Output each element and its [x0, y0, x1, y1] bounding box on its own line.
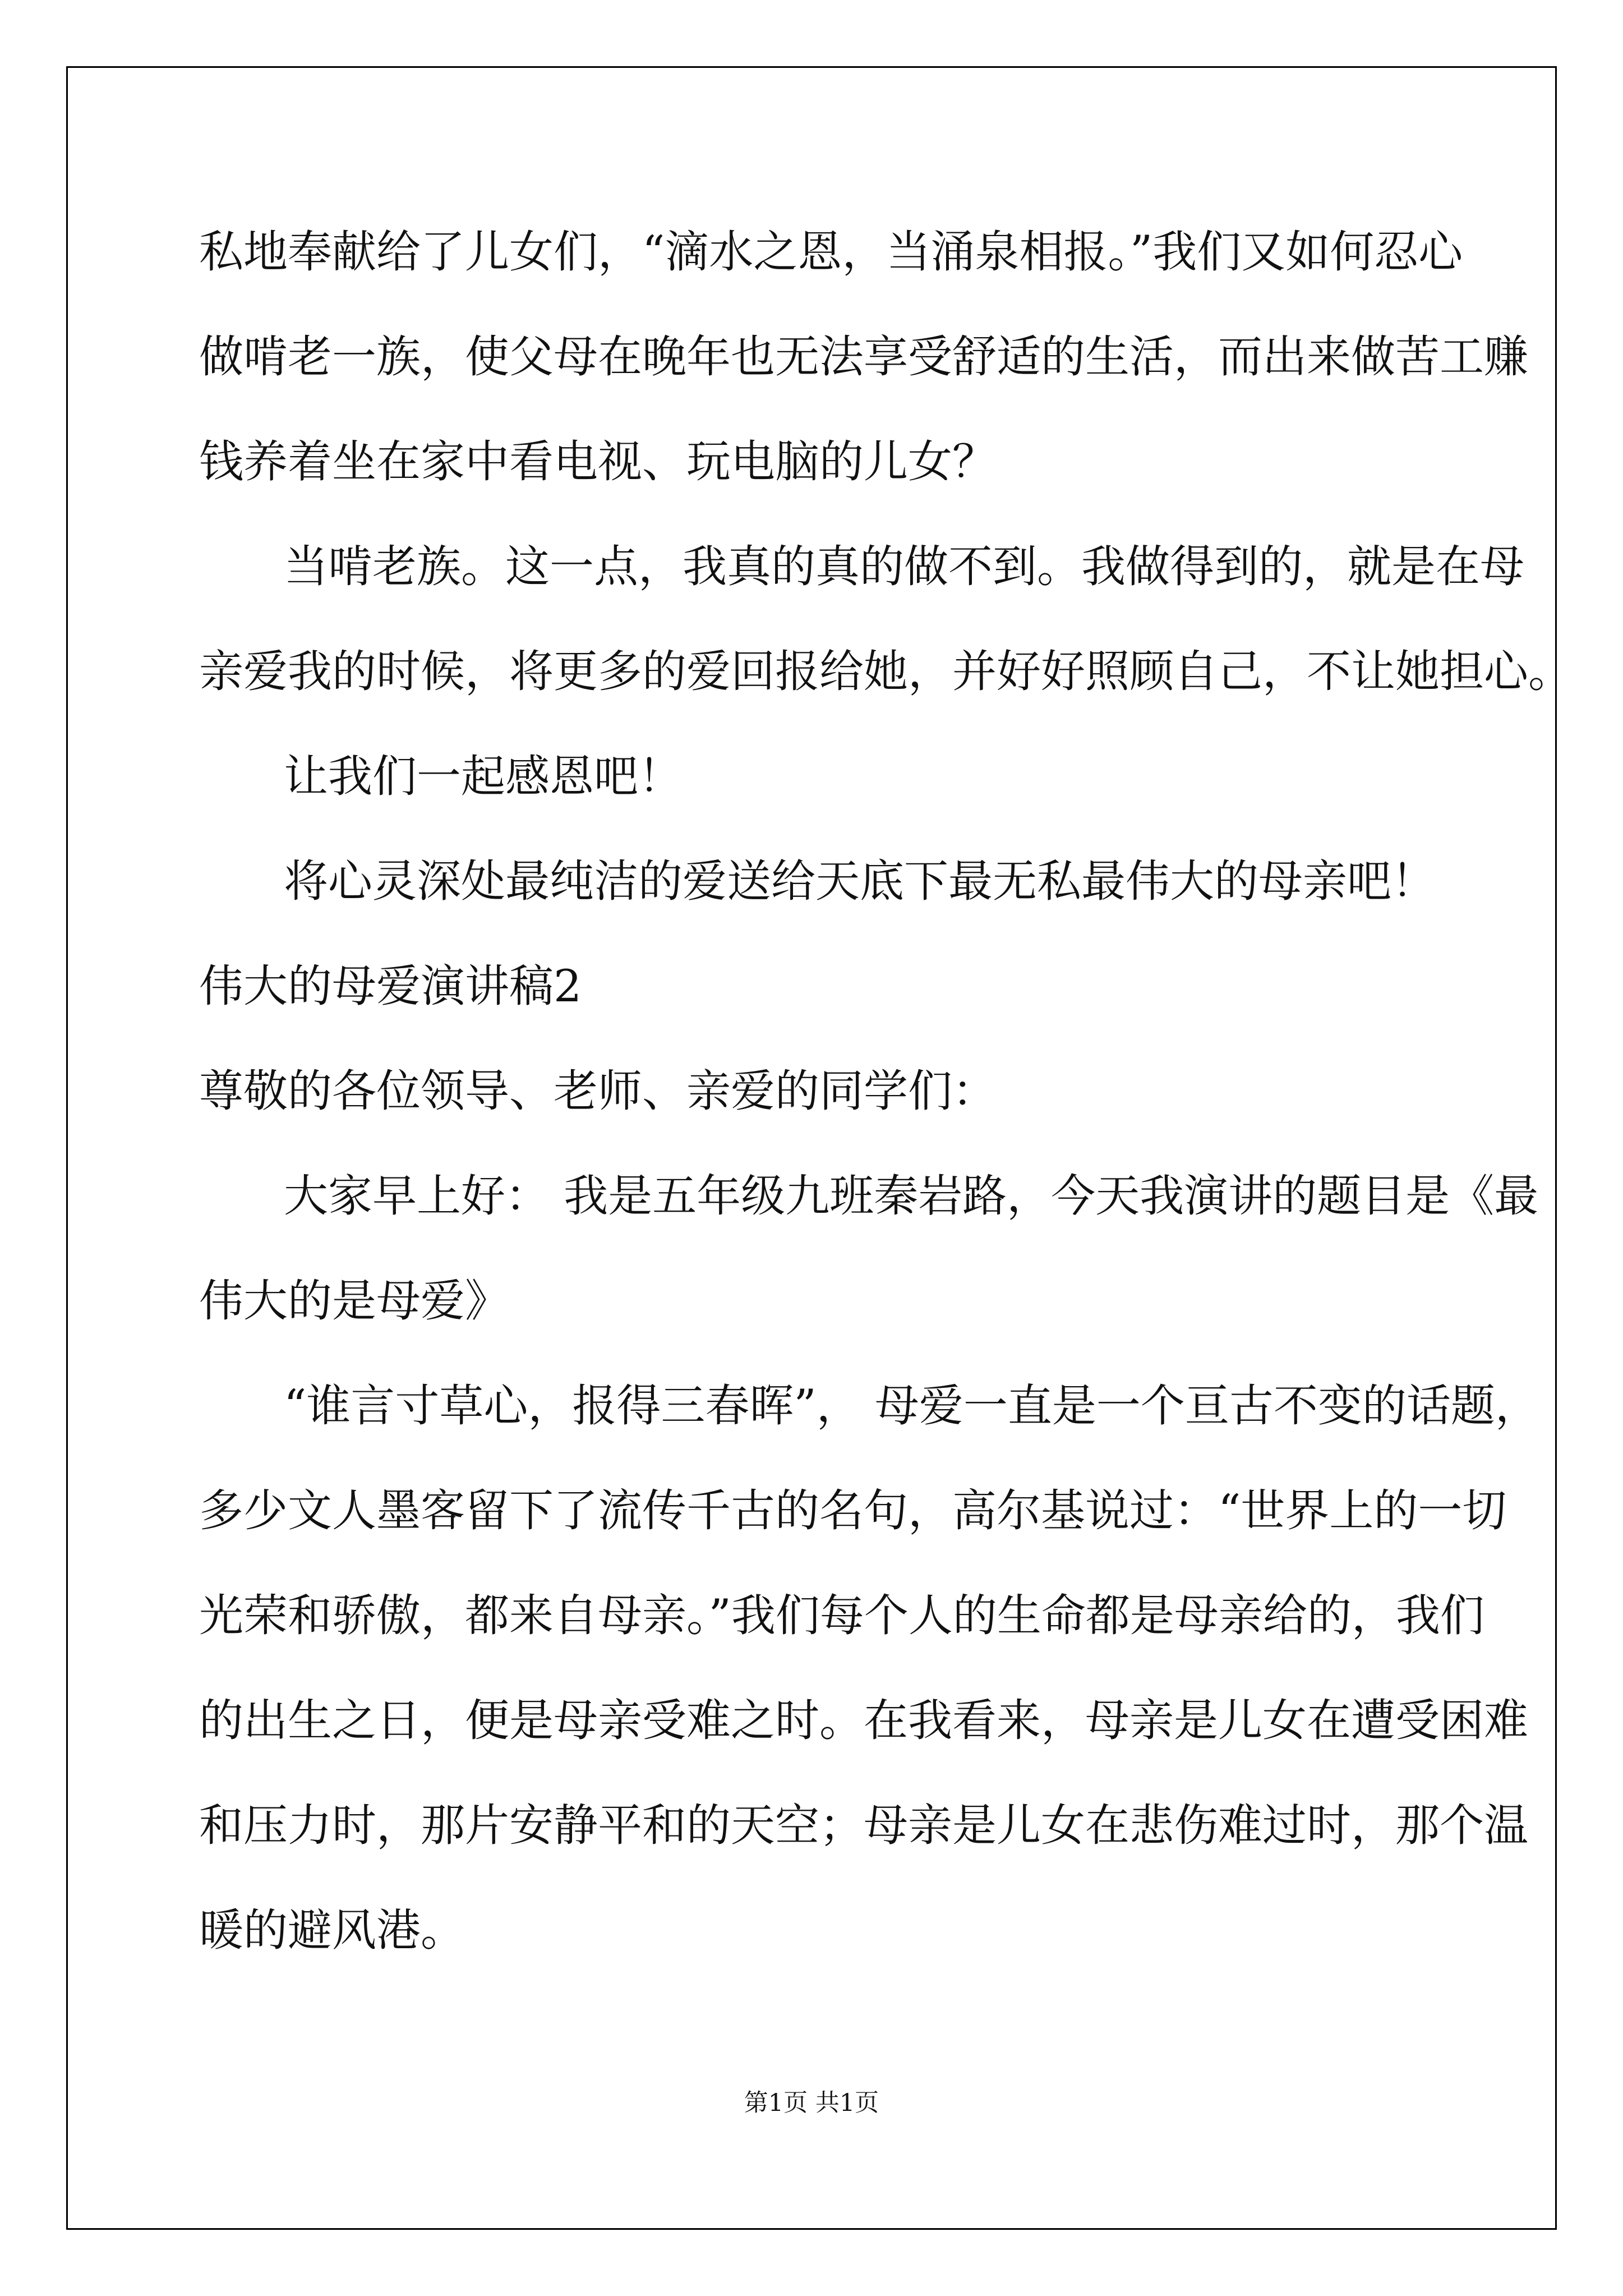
page-number-footer: 第1页 共1页: [744, 2089, 879, 2117]
section-heading: 伟大的母爱演讲稿2: [199, 960, 582, 1012]
text-line: “谁言寸草心，报得三春晖”， 母爱一直是一个亘古不变的话题，: [284, 1380, 1539, 1432]
text-line: 伟大的是母爱》: [199, 1275, 509, 1327]
text-line: 私地奉献给了儿女们，“滴水之恩，当涌泉相报。”我们又如何忍心: [199, 226, 1463, 278]
text-line: 钱养着坐在家中看电视、玩电脑的儿女？: [199, 436, 997, 487]
text-line: 当啃老族。这一点，我真的真的做不到。我做得到的，就是在母: [284, 541, 1524, 592]
salutation: 尊敬的各位领导、老师、亲爱的同学们：: [199, 1065, 997, 1117]
text-line: 多少文人墨客留下了流传千古的名句，高尔基说过：“世界上的一切: [199, 1485, 1507, 1536]
text-line: 让我们一起感恩吧！: [284, 751, 683, 802]
text-line: 亲爱我的时候，将更多的爱回报给她，并好好照顾自己，不让她担心。: [199, 646, 1573, 697]
text-line: 的出生之日，便是母亲受难之时。在我看来，母亲是儿女在遭受困难: [199, 1695, 1528, 1746]
text-line: 和压力时，那片安静平和的天空；母亲是儿女在悲伤难过时，那个温: [199, 1800, 1528, 1851]
text-line: 光荣和骄傲，都来自母亲。”我们每个人的生命都是母亲给的，我们: [199, 1590, 1484, 1641]
text-line: 将心灵深处最纯洁的爱送给天底下最无私最伟大的母亲吧！: [284, 855, 1436, 907]
text-line: 做啃老一族，使父母在晚年也无法享受舒适的生活，而出来做苦工赚: [199, 331, 1528, 383]
text-line: 暖的避风港。: [199, 1904, 465, 1956]
text-line: 大家早上好： 我是五年级九班秦岩路，今天我演讲的题目是《最: [284, 1170, 1539, 1222]
